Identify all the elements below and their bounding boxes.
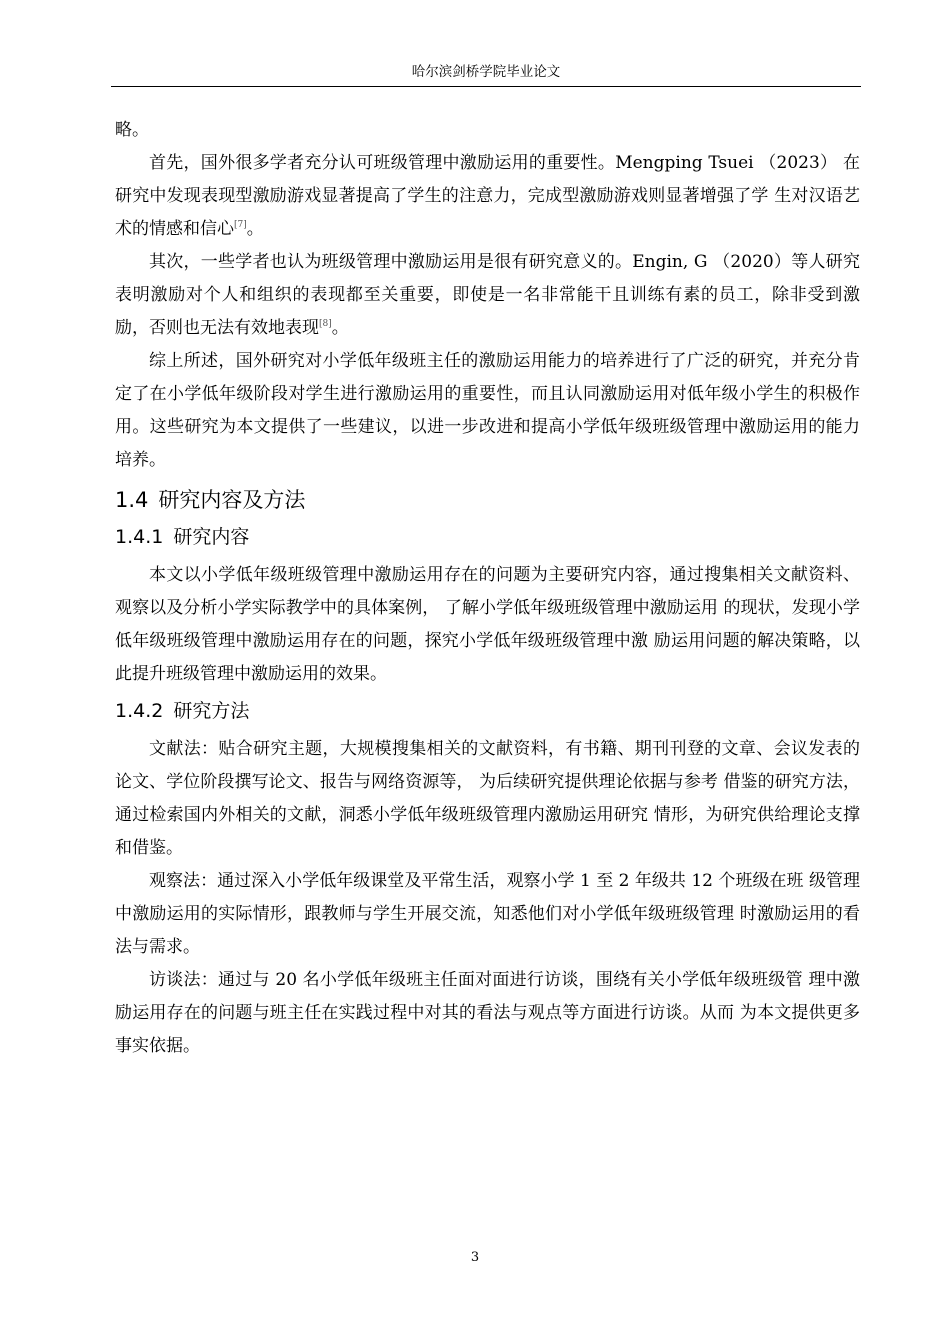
page-number: 3: [470, 1250, 480, 1265]
subsection-heading: [115, 697, 860, 725]
paragraph: 观察法：通过深入小学低年级课堂及平常生活，观察小学 1 至 2 年级共 12 个班级在班 级管理中激励运用的实际情形，跟教师与学生开展交流，知悉他们对小学低年级班级管理 时激励运用的看法与需求。: [115, 871, 860, 957]
paragraph-continuation: 略。: [115, 120, 149, 140]
subsection-title: 研究内容: [173, 526, 250, 548]
page-header: 哈尔滨剑桥学院毕业论文: [411, 64, 561, 80]
section-heading: [115, 485, 860, 515]
paragraph: 本文以小学低年级班级管理中激励运用存在的问题为主要研究内容，通过搜集相关文献资料、观察以及分析小学实际教学中的具体案例， 了解小学低年级班级管理中激励运用 的现状，发现小学低年级班级管理中激励运用存在的问题，探究小学低年级班级管理中激 励运用问题的解决策略，以此提升班级管理中激励运用的效果。: [115, 565, 860, 684]
paragraph: [115, 246, 860, 345]
paragraph-text: 首先，国外很多学者充分认可班级管理中激励运用的重要性。Mengping Tsuei （2023） 在研究中发现表现型激励游戏显著提高了学生的注意力，完成型激励游戏则显著增强了学 生对汉语艺术的情感和信心: [115, 153, 860, 239]
paragraph-end: 。: [246, 219, 264, 239]
paragraph: 文献法：贴合研究主题，大规模搜集相关的文献资料，有书籍、期刊刊登的文章、会议发表的论文、学位阶段撰写论文、报告与网络资源等， 为后续研究提供理论依据与参考 借鉴的研究方法，通过检索国内外相关的文献，洞悉小学低年级班级管理内激励运用研究 情形，为研究供给理论支撑和借鉴。: [115, 739, 860, 858]
header-rule: [111, 86, 861, 87]
subsection-heading: [115, 523, 860, 551]
section-title: 研究内容及方法: [158, 488, 306, 512]
paragraph: 访谈法：通过与 20 名小学低年级班主任面对面进行访谈，围绕有关小学低年级班级管 理中激励运用存在的问题与班主任在实践过程中对其的看法与观点等方面进行访谈。从而 为本文提供更多事实依据。: [115, 970, 860, 1056]
section-number: 1.4: [115, 488, 149, 512]
page-body: [115, 114, 860, 1063]
paragraph-text: 其次，一些学者也认为班级管理中激励运用是很有研究意义的。Engin, G （2020）等人研究表明激励对个人和组织的表现都至关重要，即使是一名非常能干且训练有素的员工，除非受到激励，否则也无法有效地表现: [115, 252, 860, 338]
subsection-number: 1.4.2: [115, 700, 164, 722]
paragraph-end: 。: [331, 318, 349, 338]
paragraph: 综上所述，国外研究对小学低年级班主任的激励运用能力的培养进行了广泛的研究，并充分肯定了在小学低年级阶段对学生进行激励运用的重要性，而且认同激励运用对低年级小学生的积极作用。这些研究为本文提供了一些建议，以进一步改进和提高小学低年级班级管理中激励运用的能力培养。: [115, 351, 860, 470]
citation-ref: [7]: [234, 220, 247, 230]
subsection-number: 1.4.1: [115, 526, 164, 548]
paragraph: [115, 147, 860, 246]
citation-ref: [8]: [319, 319, 332, 329]
subsection-title: 研究方法: [173, 700, 250, 722]
